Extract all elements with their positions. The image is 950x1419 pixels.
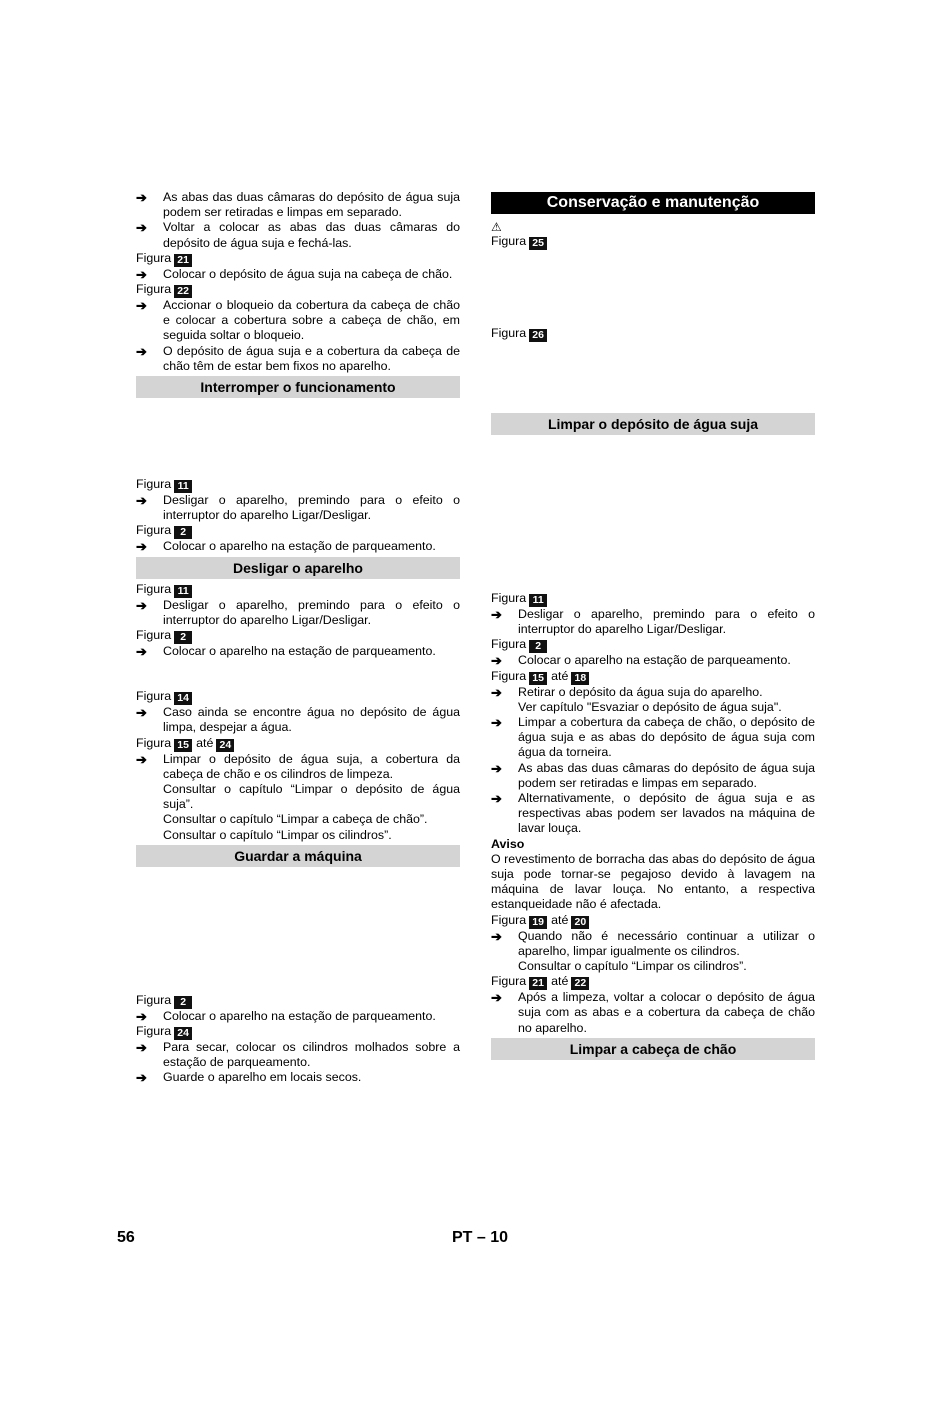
spacer: [136, 870, 460, 993]
arrow-icon: ➔: [136, 220, 147, 236]
figure-label: Figura: [136, 477, 172, 492]
figure-number-badge: 18: [571, 672, 589, 685]
instruction-text: Para secar, colocar os cilindros molhados sobre a estação de parqueamento.: [163, 1040, 460, 1070]
until-label: até: [551, 974, 569, 989]
arrow-icon: ➔: [491, 715, 502, 731]
until-label: até: [551, 668, 569, 683]
arrow-icon: ➔: [491, 653, 502, 669]
instruction-text-block: [518, 929, 815, 975]
instruction: [491, 761, 815, 791]
figure-number-badge: 2: [529, 640, 547, 653]
instruction-text: Alternativamente, o depósito de água suja e as respectivas abas podem ser lavados na máquina de lavar louça.: [518, 791, 815, 836]
instruction-text: Colocar o aparelho na estação de parqueamento.: [518, 653, 791, 668]
arrow-icon: ➔: [491, 607, 502, 622]
instruction: [136, 220, 460, 250]
chapter-reference: Consultar o capítulo “Limpar os cilindros”.: [518, 959, 747, 974]
instruction: [136, 267, 460, 282]
figure-number-badge: 25: [529, 237, 547, 250]
spacer: [491, 438, 815, 591]
figure-label: Figura: [136, 1024, 172, 1039]
arrow-icon: ➔: [136, 343, 147, 359]
section-heading-limpar-cabeca: Limpar a cabeça de chão: [491, 1038, 815, 1060]
figure-ref: [491, 591, 815, 607]
figure-label: Figura: [491, 326, 527, 340]
instruction: [136, 1009, 460, 1024]
figure-ref: [136, 523, 460, 539]
arrow-icon: ➔: [136, 1070, 147, 1086]
figure-number-badge: 22: [571, 977, 589, 990]
section-heading-interromper: Interromper o funcionamento: [136, 376, 460, 398]
figure-label: Figura: [491, 234, 527, 248]
figure-label: Figura: [136, 628, 172, 643]
main-heading-conservacao: Conservação e manutenção: [491, 192, 815, 214]
instruction: [136, 298, 460, 344]
instruction-text-block: [518, 685, 815, 715]
instruction-text: Retirar o depósito da água suja do aparelho.: [518, 684, 763, 699]
instruction: [491, 607, 815, 637]
instruction-text: Desligar o aparelho, premindo para o efeito o interruptor do aparelho Ligar/Desligar.: [163, 597, 460, 627]
section-heading-desligar: Desligar o aparelho: [136, 557, 460, 579]
arrow-icon: ➔: [136, 539, 147, 555]
instruction-text: Colocar o aparelho na estação de parqueamento.: [163, 539, 436, 554]
figure-label: Figura: [136, 581, 172, 596]
notice-heading: Aviso: [491, 836, 525, 851]
figure-number-badge: 22: [174, 285, 192, 298]
instruction: [136, 752, 460, 843]
figure-number-badge: 14: [174, 692, 192, 705]
instruction-text: Guarde o aparelho em locais secos.: [163, 1070, 362, 1085]
figure-ref: [491, 326, 815, 342]
figure-ref: [136, 628, 460, 644]
arrow-icon: ➔: [136, 1008, 147, 1024]
figure-ref: [491, 637, 815, 653]
figure-label: Figura: [136, 523, 172, 538]
section-heading-limpar-deposito: Limpar o depósito de água suja: [491, 413, 815, 435]
figure-number-badge: 11: [529, 594, 547, 607]
figure-label: Figura: [491, 591, 527, 605]
notice-text: O revestimento de borracha das abas do depósito de água suja pode tornar-se pegajoso devido à lavagem na máquina de lavar louça. No entanto, a respectiva estanqueidade não é afectada.: [491, 851, 815, 912]
chapter-reference: Consultar o capítulo “Limpar os cilindros”.: [163, 827, 392, 842]
figure-number-badge: 26: [529, 329, 547, 342]
instruction: [491, 990, 815, 1036]
until-label: até: [196, 735, 214, 750]
figure-number-badge: 11: [174, 585, 192, 598]
arrow-icon: ➔: [136, 751, 147, 767]
figure-ref: [136, 251, 460, 267]
figure-number-badge: 2: [174, 526, 192, 539]
instruction: [136, 344, 460, 374]
arrow-icon: ➔: [491, 928, 502, 944]
instruction: [491, 685, 815, 715]
arrow-icon: ➔: [491, 760, 502, 776]
until-label: até: [551, 912, 569, 927]
instruction: [136, 493, 460, 523]
instruction-text: Colocar o aparelho na estação de parqueamento.: [163, 1008, 436, 1023]
figure-ref: [136, 282, 460, 298]
figure-number-badge: 2: [174, 996, 192, 1009]
instruction-text: O depósito de água suja e a cobertura da cabeça de chão têm de estar bem fixos no aparelho.: [163, 343, 460, 373]
instruction: [136, 705, 460, 735]
figure-ref: [491, 913, 815, 929]
figure-number-badge: 19: [529, 916, 547, 929]
figure-label: Figura: [136, 282, 172, 297]
arrow-icon: ➔: [491, 990, 502, 1006]
figure-number-badge: 21: [529, 977, 547, 990]
figure-ref: [491, 669, 815, 685]
arrow-icon: ➔: [491, 684, 502, 700]
figure-number-badge: 24: [216, 739, 234, 752]
instruction-text: As abas das duas câmaras do depósito de água suja podem ser retiradas e limpas em separado.: [518, 760, 815, 790]
arrow-icon: ➔: [491, 791, 502, 807]
arrow-icon: ➔: [136, 190, 147, 205]
instruction-text: Colocar o depósito de água suja na cabeça de chão.: [163, 266, 453, 281]
instruction: [136, 1070, 460, 1085]
spacer: [491, 342, 815, 411]
chapter-reference: Ver capítulo "Esvaziar o depósito de água suja".: [518, 699, 782, 714]
figure-number-badge: 21: [174, 254, 192, 267]
instruction: [491, 929, 815, 975]
figure-label: Figura: [136, 992, 172, 1007]
page-number: 56: [117, 1229, 135, 1246]
instruction: [136, 190, 460, 220]
instruction: [491, 791, 815, 837]
figure-ref: [136, 993, 460, 1009]
instruction-text: Caso ainda se encontre água no depósito de água limpa, despejar a água.: [163, 705, 460, 735]
arrow-icon: ➔: [136, 1040, 147, 1056]
instruction-text: Após a limpeza, voltar a colocar o depósito de água suja com as abas e a cobertura da cabeça de chão no aparelho.: [518, 990, 815, 1035]
spacer: [491, 250, 815, 326]
instruction-text: Accionar o bloqueio da cobertura da cabeça de chão e colocar a cobertura sobre a cabeça de chão, em seguida soltar o bloqueio.: [163, 298, 460, 343]
instruction-text: Desligar o aparelho, premindo para o efeito o interruptor do aparelho Ligar/Desligar.: [518, 607, 815, 637]
instruction-text: Limpar a cobertura da cabeça de chão, o depósito de água suja e as abas do depósito de água suja com água da torneira.: [518, 715, 815, 760]
instruction: [491, 653, 815, 668]
figure-number-badge: 15: [174, 739, 192, 752]
arrow-icon: ➔: [136, 597, 147, 613]
left-column: [136, 190, 460, 1086]
figure-number-badge: 24: [174, 1027, 192, 1040]
chapter-reference: Consultar o capítulo “Limpar o depósito de água suja”.: [163, 782, 460, 812]
figure-ref: [136, 477, 460, 493]
page-code: PT – 10: [452, 1229, 509, 1246]
right-column: [491, 190, 815, 1063]
instruction: [136, 539, 460, 554]
figure-label: Figura: [491, 912, 527, 927]
figure-ref: [491, 974, 815, 990]
figure-label: Figura: [491, 668, 527, 683]
figure-label: Figura: [491, 637, 527, 652]
instruction: [136, 644, 460, 659]
instruction-text: Quando não é necessário continuar a utilizar o aparelho, limpar igualmente os cilindros.: [518, 928, 815, 958]
figure-label: Figura: [491, 974, 527, 989]
arrow-icon: ➔: [136, 705, 147, 721]
arrow-icon: ➔: [136, 493, 147, 509]
instruction-text: Limpar o depósito de água suja, a cobertura da cabeça de chão e os cilindros de limpeza.: [163, 751, 460, 781]
instruction-text: Colocar o aparelho na estação de parqueamento.: [163, 644, 436, 659]
figure-ref: [491, 234, 815, 250]
arrow-icon: ➔: [136, 298, 147, 314]
figure-ref: [136, 689, 460, 705]
figure-number-badge: 20: [571, 916, 589, 929]
chapter-reference: Consultar o capítulo “Limpar a cabeça de chão”.: [163, 812, 428, 827]
arrow-icon: ➔: [136, 644, 147, 660]
instruction: [136, 598, 460, 628]
instruction-text-block: [163, 752, 460, 843]
figure-number-badge: 15: [529, 672, 547, 685]
spacer: [136, 401, 460, 477]
figure-ref: [136, 582, 460, 598]
figure-ref: [136, 736, 460, 752]
figure-number-badge: 11: [174, 480, 192, 493]
instruction: [136, 1040, 460, 1070]
arrow-icon: ➔: [136, 266, 147, 282]
warning-icon: ⚠: [491, 220, 502, 234]
instruction-text: As abas das duas câmaras do depósito de água suja podem ser retiradas e limpas em separado.: [163, 190, 460, 220]
figure-label: Figura: [136, 735, 172, 750]
section-heading-guardar: Guardar a máquina: [136, 845, 460, 867]
instruction-text: Desligar o aparelho, premindo para o efeito o interruptor do aparelho Ligar/Desligar.: [163, 493, 460, 523]
figure-number-badge: 2: [174, 631, 192, 644]
figure-label: Figura: [136, 250, 172, 265]
figure-label: Figura: [136, 689, 172, 704]
spacer: [136, 659, 460, 689]
instruction-text: Voltar a colocar as abas das duas câmaras do depósito de água suja e fechá-las.: [163, 220, 460, 250]
instruction: [491, 715, 815, 761]
figure-ref: [136, 1024, 460, 1040]
